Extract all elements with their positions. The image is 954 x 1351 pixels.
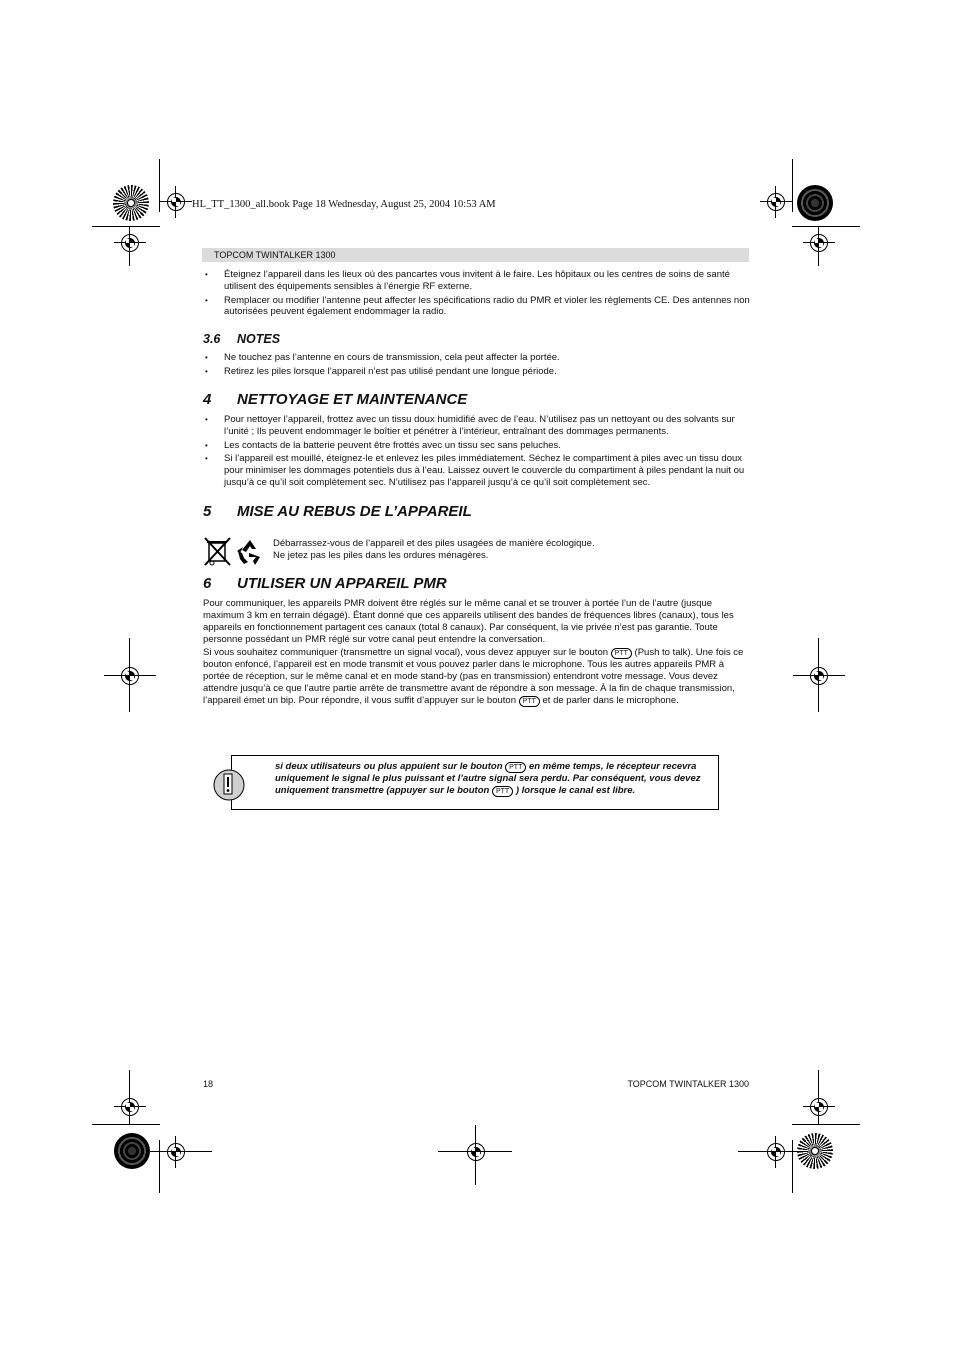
warning-note-text: si deux utilisateurs ou plus appuient sur le bouton PTT en même temps, le récepteur recevra uniquement le signal le plus puissant et l’autre signal sera perdu. Par conséquent, vous devez uniquement transmettre (appuyer sur le bouton PTT ) lorsque le canal est libre. — [275, 761, 701, 796]
section-heading-4 — [203, 391, 467, 408]
disposal-text — [273, 538, 595, 562]
section-title: UTILISER UN APPAREIL PMR — [237, 575, 447, 592]
disposal-line: Ne jetez pas les piles dans les ordures ménagères. — [273, 550, 489, 561]
section-number: 4 — [203, 391, 212, 408]
list-item: • Remplacer ou modifier l’antenne peut affecter les spécifications radio du PMR et violer les règlements CE. Des antennes non autorisées peuvent également endommager la radio. — [203, 295, 750, 319]
footer-title: TOPCOM TWINTALKER 1300 — [627, 1079, 749, 1089]
recycle-icon — [235, 537, 265, 567]
section-title: NOTES — [237, 332, 281, 346]
notes-bullet-list — [203, 352, 750, 380]
starburst-mark-top-left — [113, 185, 149, 221]
registration-mark — [120, 1097, 140, 1117]
registration-mark — [466, 1142, 486, 1162]
list-item: • Si l’appareil est mouillé, éteignez-le et enlevez les piles immédiatement. Séchez le compartiment à piles avec un tissu doux pour minimiser les dommages potentiels dus à l’eau. Laissez ouvert le couvercle du compartiment à piles pendant la nuit ou jusqu’à ce qu’il soit complètement sec. N’utilisez pas l’appareil jusqu’à ce qu’il soit complètement sec. — [203, 453, 750, 488]
list-item: • Ne touchez pas l’antenne en cours de transmission, cela peut affecter la portée. — [203, 352, 750, 364]
page-header: TOPCOM TWINTALKER 1300 — [202, 248, 749, 262]
section-heading-5 — [203, 503, 472, 520]
file-info: HL_TT_1300_all.book Page 18 Wednesday, August 25, 2004 10:53 AM — [192, 199, 496, 210]
warning-note-box — [231, 755, 719, 810]
maintenance-bullet-list — [203, 414, 750, 491]
disposal-line: Débarrassez-vous de l’appareil et des piles usagées de manière écologique. — [273, 538, 595, 549]
ptt-button-icon: PTT — [505, 762, 526, 773]
section-heading-6 — [203, 575, 447, 592]
registration-mark — [166, 1142, 186, 1162]
registration-mark — [766, 192, 786, 212]
pmr-paragraph-1: Pour communiquer, les appareils PMR doivent être réglés sur le même canal et se trouver à portée l’un de l’autre (jusque maximum 3 km en terrain dégagé). Étant donné que ces appareils utilisent des bandes de fréquences libres (canaux), tous les appareils en fonctionnement partagent ces canaux (total 8 canaux). Par conséquent, la vie privée n’est pas garantie. Toute personne possédant un PMR réglé sur votre canal peut entendre la conversation. — [203, 598, 734, 645]
registration-mark — [809, 666, 829, 686]
pmr-paragraph-2: Si vous souhaitez communiquer (transmettre un signal vocal), vous devez appuyer sur le bouton PTT (Push to talk). Une fois ce bouton enfoncé, l’appareil est en mode transmit et vous pouvez parler dans le microphone. Tous les autres appareils PMR à portée de réception, sur le même canal et en mode stand-by (pas en transmission) entendront votre message. Vous devez attendre jusqu’à ce que l’autre partie arrête de transmettre avant de répondre à son message. À la fin de chaque transmission, l’appareil émet un bip. Pour répondre, il vous suffit d’appuyer sur le bouton PTT et de parler dans le microphone. — [203, 647, 744, 706]
section-number: 5 — [203, 503, 212, 520]
warning-icon — [212, 768, 246, 802]
ptt-button-icon: PTT — [611, 648, 632, 659]
section-title: NETTOYAGE ET MAINTENANCE — [237, 391, 468, 408]
ptt-button-icon: PTT — [492, 786, 513, 797]
page-number: 18 — [203, 1079, 214, 1089]
disc-mark-top-right — [797, 185, 833, 221]
registration-mark — [766, 1142, 786, 1162]
registration-mark — [809, 233, 829, 253]
list-item: • Pour nettoyer l’appareil, frottez avec un tissu doux humidifié avec de l’eau. N’utilisez pas un nettoyant ou des solvants sur l’unité ; Ils peuvent endommager le boîtier et pénétrer à l’intérieur, entraînant des dommages permanents. — [203, 414, 750, 438]
section-number: 6 — [203, 575, 212, 592]
crossed-out-bin-icon — [203, 535, 237, 567]
section-title: MISE AU REBUS DE L’APPAREIL — [237, 503, 472, 520]
section-heading-3-6 — [203, 332, 280, 346]
ptt-button-icon: PTT — [519, 696, 540, 707]
list-item: • Retirez les piles lorsque l’appareil n’est pas utilisé pendant une longue période. — [203, 366, 750, 378]
disc-mark-bottom-left — [114, 1133, 150, 1169]
registration-mark — [120, 666, 140, 686]
list-item: • Éteignez l’appareil dans les lieux où des pancartes vous invitent à le faire. Les hôpitaux ou les centres de soins de santé utilisent des équipements sensibles à l’énergie RF externe. — [203, 269, 750, 293]
registration-mark — [809, 1097, 829, 1117]
starburst-mark-bottom-right — [797, 1133, 833, 1169]
registration-mark — [120, 233, 140, 253]
section-number: 3.6 — [203, 332, 221, 346]
registration-mark — [166, 192, 186, 212]
intro-bullet-list — [203, 269, 750, 320]
list-item: • Les contacts de la batterie peuvent être frottés avec un tissu sec sans peluches. — [203, 440, 750, 452]
